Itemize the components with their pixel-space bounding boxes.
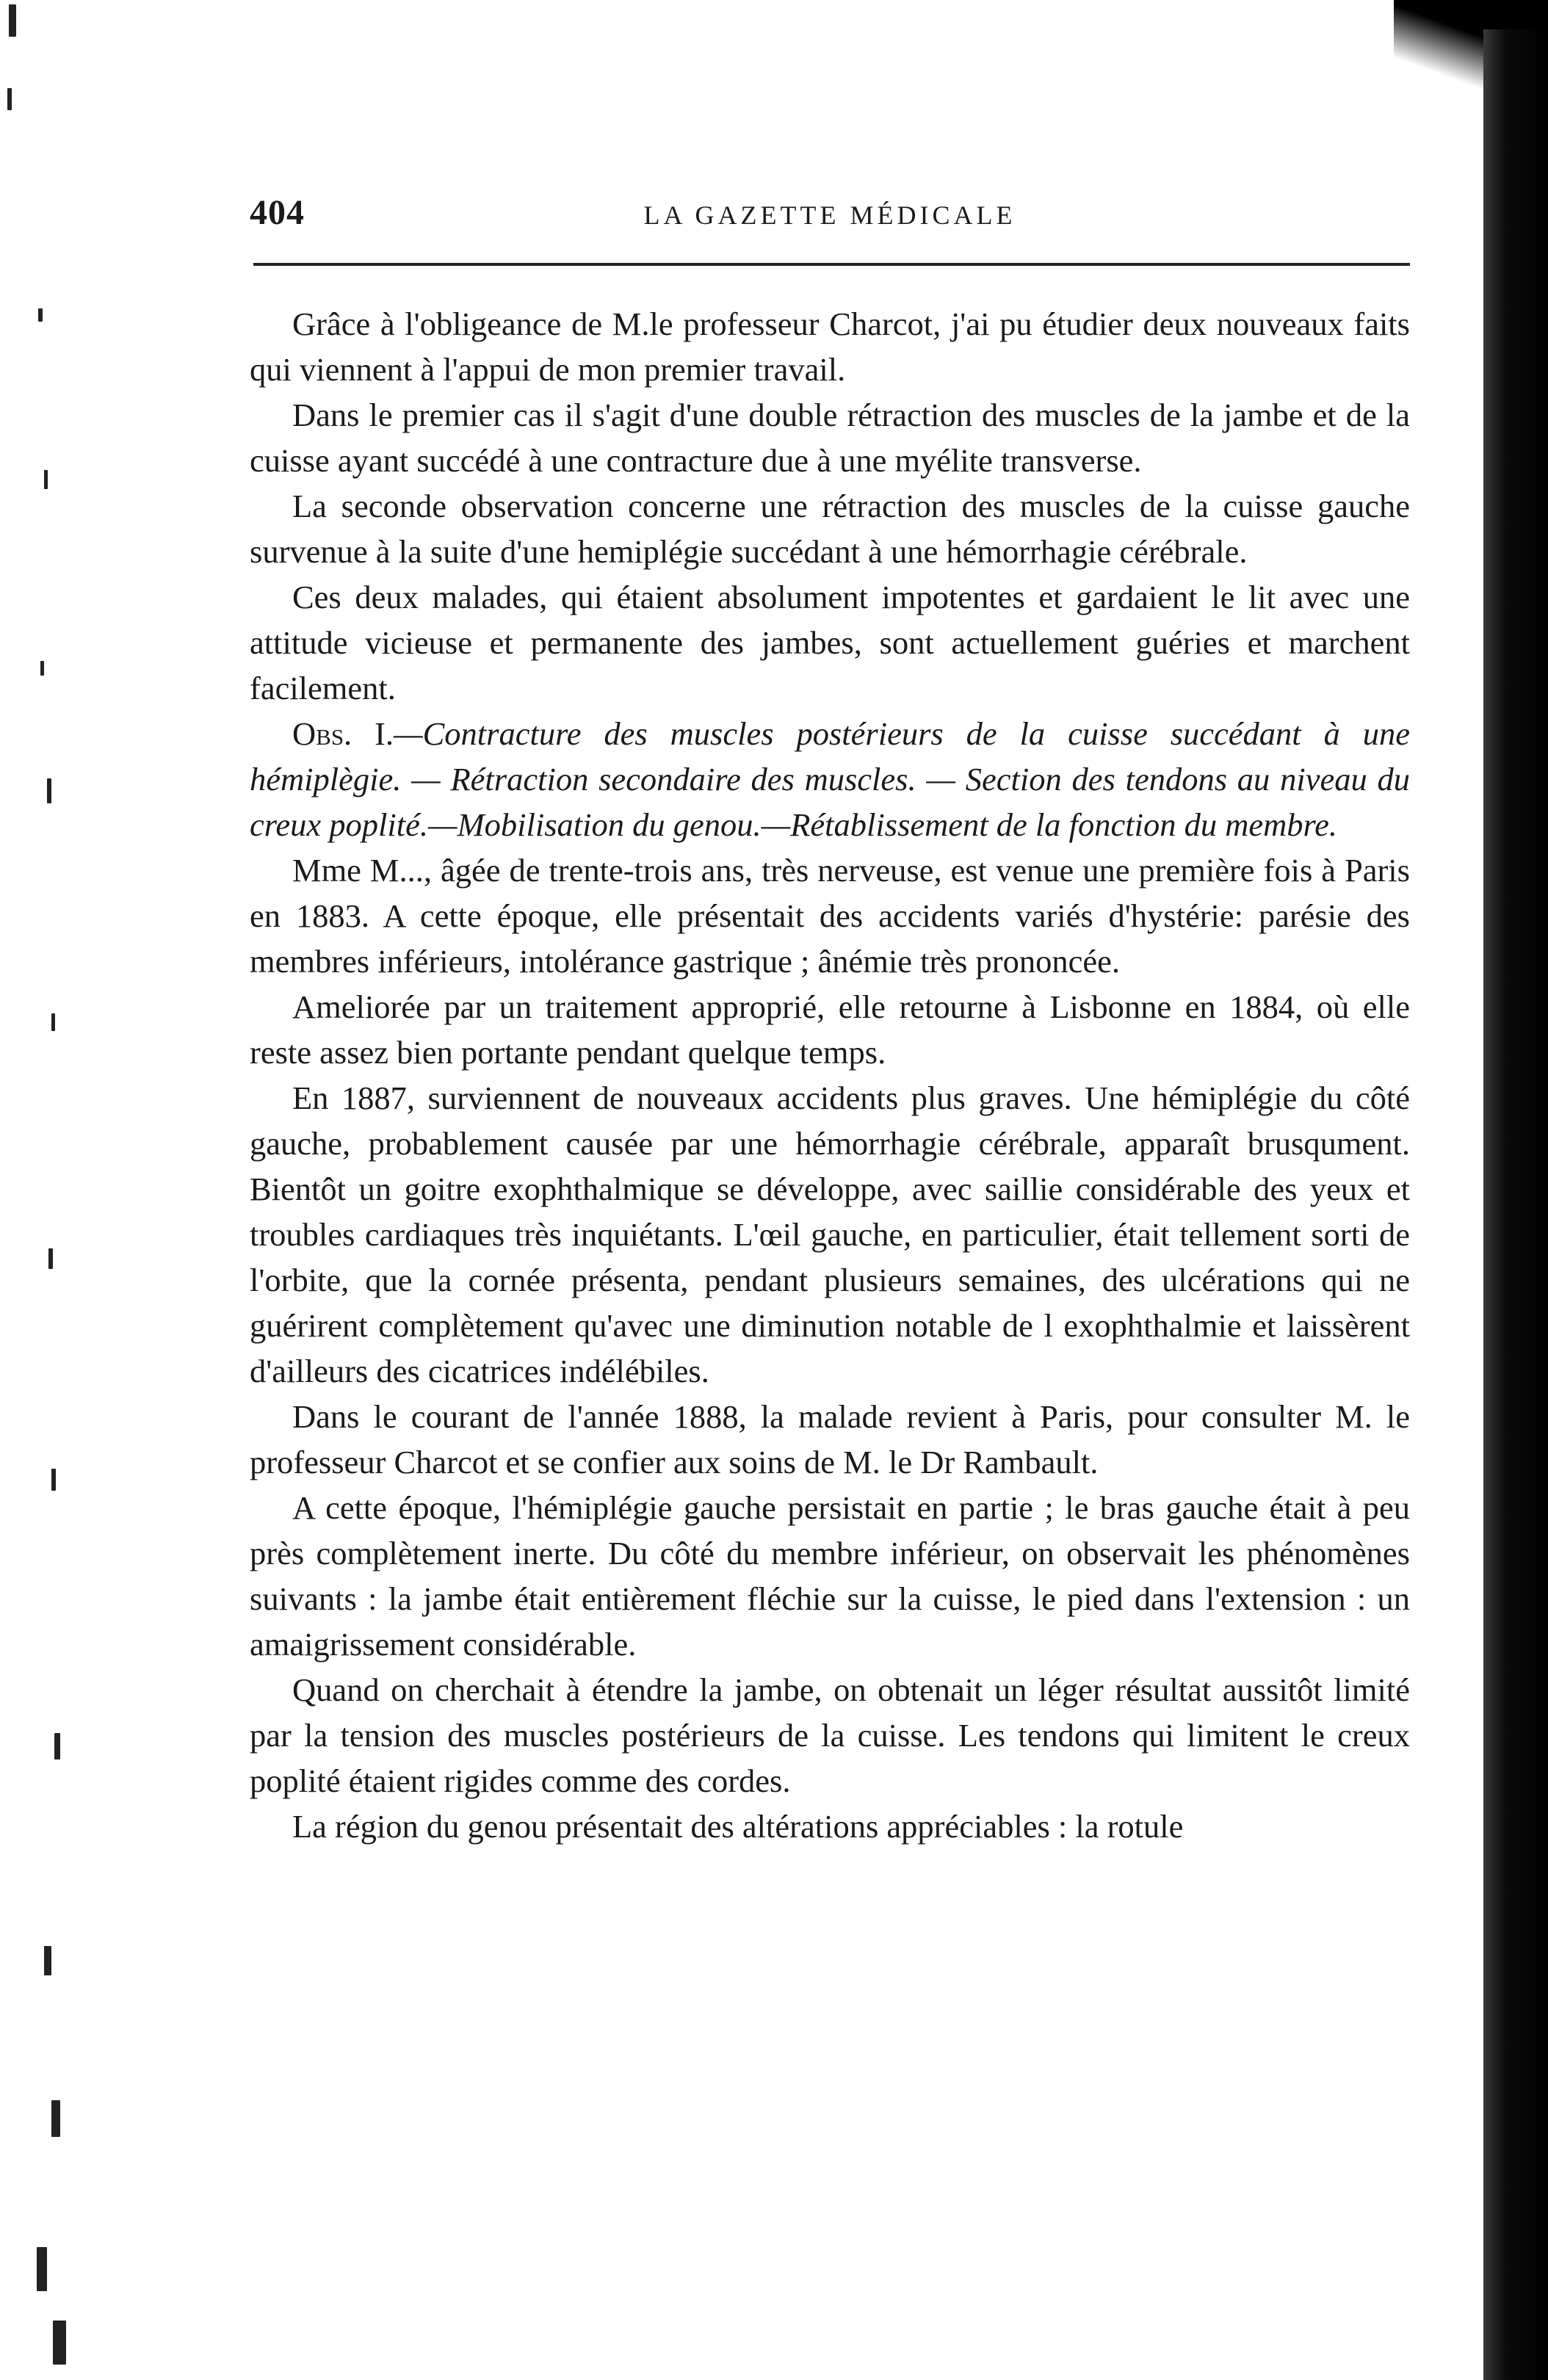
speck <box>44 1946 51 1975</box>
header-rule <box>253 263 1410 266</box>
speck <box>47 778 51 803</box>
speck <box>48 1248 53 1269</box>
page-number: 404 <box>250 193 305 232</box>
paragraph: Grâce à l'obligeance de M.le professeur Charcot, j'ai pu étudier deux nouveaux faits qui viennent à l'appui de mon premier travail. <box>250 305 1410 388</box>
speck <box>40 661 44 676</box>
speck <box>51 1013 55 1031</box>
speck <box>38 308 43 322</box>
observation-heading <box>250 711 1410 847</box>
speck <box>51 1469 56 1491</box>
paragraph: Mme M..., âgée de trente-trois ans, très nerveuse, est venue une première fois à Paris en 1883. A cette époque, elle présentait des accidents variés d'hystérie: parésie des membres inférieurs, intolérance gastrique ; ânémie très prononcée. <box>250 852 1410 980</box>
observation-label: Obs. I. <box>292 715 394 752</box>
paragraph: Dans le premier cas il s'agit d'une double rétraction des muscles de la jambe et de la cuisse ayant succédé à une contracture due à une myélite transverse. <box>250 397 1410 479</box>
speck <box>9 4 16 37</box>
observation-title: —Contracture des muscles postérieurs de la cuisse succédant à une hémiplègie. — Rétraction secondaire des muscles. — Section des tendons au niveau du creux poplité.—Mobilisation du genou.—Rétablissement de la fonction du membre. <box>250 715 1410 843</box>
binding-edge <box>1483 29 1548 2380</box>
article-body <box>250 301 1410 1849</box>
paragraph: En 1887, surviennent de nouveaux accidents plus graves. Une hémiplégie du côté gauche, probablement causée par une hémorrhagie cérébrale, apparaît brusqument. Bientôt un goitre exophthalmique se développe, avec saillie considérable des yeux et troubles cardiaques très inquiétants. L'œil gauche, en particulier, était tellement sorti de l'orbite, que la cornée présenta, pendant plusieurs semaines, des ulcérations qui ne guérirent complètement qu'avec une diminution notable de l exophthalmie et laissèrent d'ailleurs des cicatrices indélébiles. <box>250 1079 1410 1389</box>
paragraph: La région du genou présentait des altérations appréciables : la rotule <box>292 1808 1184 1845</box>
paragraph: Dans le courant de l'année 1888, la malade revient à Paris, pour consulter M. le professeur Charcot et se confier aux soins de M. le Dr Rambault. <box>250 1398 1410 1480</box>
speck <box>7 88 12 110</box>
paragraph: Quand on cherchait à étendre la jambe, on obtenait un léger résultat aussitôt limité par la tension des muscles postérieurs de la cuisse. Les tendons qui limitent le creux poplité étaient rigides comme des cordes. <box>250 1671 1410 1799</box>
speck <box>44 470 48 489</box>
speck <box>37 2247 47 2291</box>
page-header <box>250 192 1410 244</box>
paragraph: A cette époque, l'hémiplégie gauche persistait en partie ; le bras gauche était à peu près complètement inerte. Du côté du membre inférieur, on observait les phénomènes suivants : la jambe était entièrement fléchie sur la cuisse, le pied dans l'extension : un amaigrissement considérable. <box>250 1489 1410 1663</box>
speck <box>53 2321 66 2365</box>
paragraph: Ces deux malades, qui étaient absolument impotentes et gardaient le lit avec une attitude vicieuse et permanente des jambes, sont actuellement guéries et marchent facilement. <box>250 579 1410 706</box>
paragraph: Ameliorée par un traitement approprié, elle retourne à Lisbonne en 1884, où elle reste assez bien portante pendant quelque temps. <box>250 988 1410 1071</box>
speck <box>51 2100 60 2137</box>
paragraph: La seconde observation concerne une rétraction des muscles de la cuisse gauche survenue à la suite d'une hemiplégie succédant à une hémorrhagie cérébrale. <box>250 488 1410 570</box>
speck <box>54 1733 60 1759</box>
scan-margin-speckles <box>0 0 103 2380</box>
running-head: LA GAZETTE MÉDICALE <box>643 200 1016 230</box>
